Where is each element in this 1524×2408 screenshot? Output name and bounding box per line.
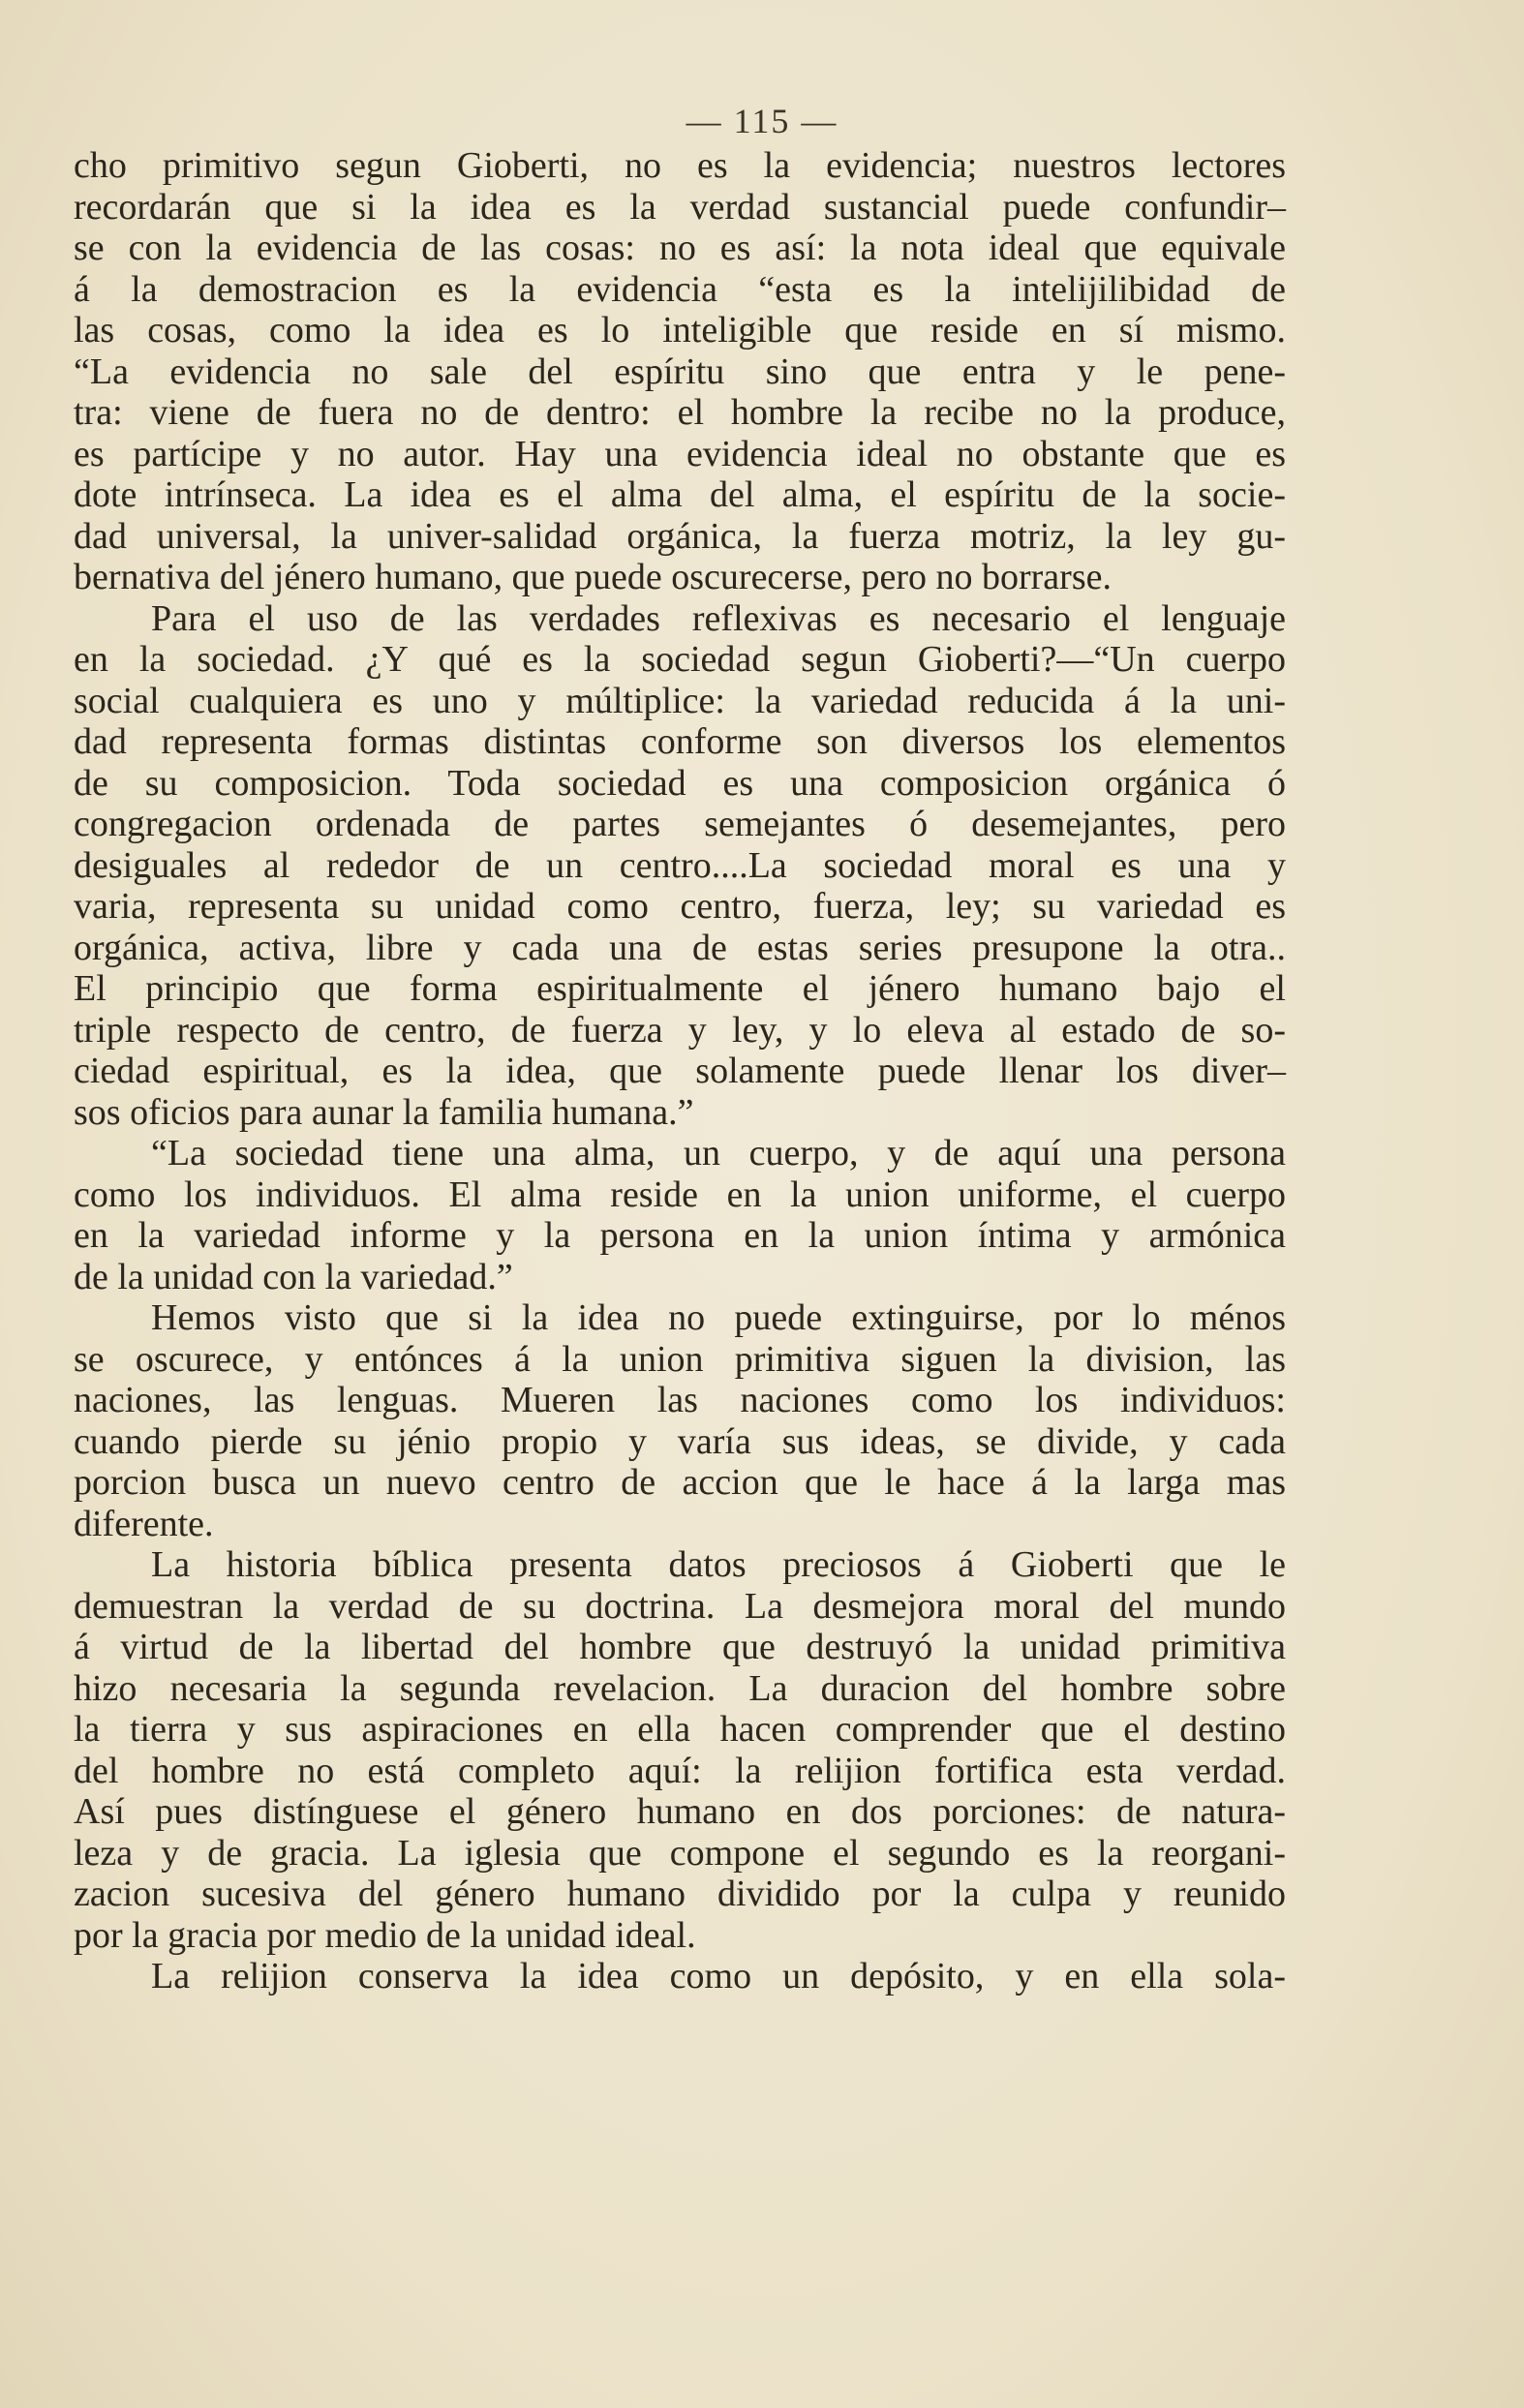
text-line: triple respecto de centro, de fuerza y ley, y lo eleva al estado de so- <box>74 1009 1286 1051</box>
text-line: de su composicion. Toda sociedad es una composicion orgánica ó <box>74 762 1286 804</box>
text-line: hizo necesaria la segunda revelacion. La duracion del hombre sobre <box>74 1667 1286 1709</box>
text-line: cho primitivo segun Gioberti, no es la evidencia; nuestros lectores <box>74 145 1286 186</box>
text-line: ciedad espiritual, es la idea, que solamente puede llenar los diver– <box>74 1051 1286 1091</box>
text-line: porcion busca un nuevo centro de accion que le hace á la larga mas <box>74 1462 1286 1503</box>
text-line: diferente. <box>74 1503 214 1544</box>
text-line: como los individuos. El alma reside en la union uniforme, el cuerpo <box>74 1174 1286 1215</box>
page-number: — 115 — <box>686 102 838 140</box>
text-line: es partícipe y no autor. Hay una evidencia ideal no obstante que es <box>74 433 1286 474</box>
text-line: desiguales al rededor de un centro....La sociedad moral es una y <box>74 844 1286 886</box>
text-line: zacion sucesiva del género humano dividido por la culpa y reunido <box>74 1874 1286 1914</box>
text-line: dote intrínseca. La idea es el alma del alma, el espíritu de la socie- <box>74 474 1286 515</box>
text-line: El principio que forma espiritualmente el jénero humano bajo el <box>74 968 1286 1009</box>
text-line: tra: viene de fuera no de dentro: el hombre la recibe no la produce, <box>74 392 1286 433</box>
text-line: Así pues distínguese el género humano en dos porciones: de natura- <box>74 1791 1286 1832</box>
text-line: Para el uso de las verdades reflexivas es necesario el lenguaje <box>151 597 1286 639</box>
text-line: se oscurece, y entónces á la union primitiva siguen la division, las <box>74 1338 1286 1380</box>
text-line: La historia bíblica presenta datos preciosos á Gioberti que le <box>151 1544 1286 1585</box>
text-line: orgánica, activa, libre y cada una de estas series presupone la otra.. <box>74 927 1286 968</box>
text-line: á virtud de la libertad del hombre que destruyó la unidad primitiva <box>74 1627 1286 1667</box>
text-line: “La evidencia no sale del espíritu sino que entra y le pene- <box>74 351 1286 392</box>
text-line: bernativa del jénero humano, que puede oscurecerse, pero no borrarse. <box>74 557 1112 597</box>
text-line: en la sociedad. ¿Y qué es la sociedad segun Gioberti?—“Un cuerpo <box>74 639 1286 680</box>
text-line: de la unidad con la variedad.” <box>74 1256 513 1297</box>
text-line: naciones, las lenguas. Mueren las naciones como los individuos: <box>74 1380 1286 1420</box>
text-line: en la variedad informe y la persona en la union íntima y armónica <box>74 1215 1286 1256</box>
text-line: varia, representa su unidad como centro, fuerza, ley; su variedad es <box>74 886 1286 927</box>
text-line: demuestran la verdad de su doctrina. La desmejora moral del mundo <box>74 1585 1286 1627</box>
body-text <box>74 145 1286 1997</box>
text-line: se con la evidencia de las cosas: no es así: la nota ideal que equivale <box>74 228 1286 268</box>
text-line: “La sociedad tiene una alma, un cuerpo, y de aquí una persona <box>151 1133 1286 1174</box>
text-line: recordarán que si la idea es la verdad sustancial puede confundir– <box>74 186 1286 228</box>
text-line: La relijion conserva la idea como un depósito, y en ella sola- <box>151 1956 1286 1997</box>
text-line: social cualquiera es uno y múltiplice: la variedad reducida á la uni- <box>74 680 1286 721</box>
text-line: dad universal, la univer-salidad orgánica, la fuerza motriz, la ley gu- <box>74 515 1286 557</box>
text-line: las cosas, como la idea es lo inteligible que reside en sí mismo. <box>74 310 1286 351</box>
text-line: por la gracia por medio de la unidad ideal. <box>74 1914 696 1956</box>
text-line: Hemos visto que si la idea no puede extinguirse, por lo ménos <box>151 1297 1286 1338</box>
text-line: la tierra y sus aspiraciones en ella hacen comprender que el destino <box>74 1709 1286 1750</box>
text-line: del hombre no está completo aquí: la relijion fortifica esta verdad. <box>74 1750 1286 1791</box>
text-line: á la demostracion es la evidencia “esta es la intelijilibidad de <box>74 268 1286 310</box>
text-line: congregacion ordenada de partes semejantes ó desemejantes, pero <box>74 804 1286 844</box>
text-line: leza y de gracia. La iglesia que compone el segundo es la reorgani- <box>74 1832 1286 1874</box>
text-line: sos oficios para aunar la familia humana.” <box>74 1091 694 1133</box>
text-line: cuando pierde su jénio propio y varía sus ideas, se divide, y cada <box>74 1420 1286 1462</box>
text-line: dad representa formas distintas conforme son diversos los elementos <box>74 721 1286 762</box>
